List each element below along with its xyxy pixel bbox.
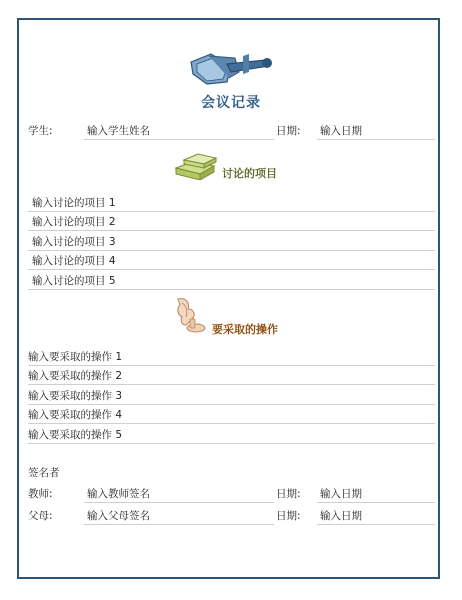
parent-date-underline <box>317 524 435 525</box>
action-rule-2 <box>28 384 435 385</box>
teacher-signature-underline <box>84 502 274 503</box>
action-rule-5 <box>28 443 435 444</box>
discussion-item-1[interactable]: 输入讨论的项目 1 <box>32 197 116 209</box>
books-and-pen-icon <box>187 48 277 86</box>
discussion-rule-2 <box>28 230 435 231</box>
discussion-title: 讨论的项目 <box>222 167 277 180</box>
teacher-date-label: 日期: <box>276 488 301 500</box>
discussion-rule-5 <box>28 289 435 290</box>
student-label: 学生: <box>28 125 53 137</box>
signers-heading: 签名者 <box>28 467 60 479</box>
actions-title: 要采取的操作 <box>212 323 278 336</box>
discussion-item-5[interactable]: 输入讨论的项目 5 <box>32 275 116 287</box>
action-item-5[interactable]: 输入要采取的操作 5 <box>28 429 123 441</box>
quill-pen-icon <box>172 295 210 335</box>
teacher-label: 教师: <box>28 488 53 500</box>
student-date-label: 日期: <box>276 125 301 137</box>
action-rule-4 <box>28 423 435 424</box>
action-item-1[interactable]: 输入要采取的操作 1 <box>28 351 123 363</box>
page-title: 会议记录 <box>201 95 261 111</box>
action-item-2[interactable]: 输入要采取的操作 2 <box>28 370 123 382</box>
student-name-underline <box>84 139 274 140</box>
discussion-item-2[interactable]: 输入讨论的项目 2 <box>32 216 116 228</box>
stacked-books-icon <box>174 150 220 180</box>
parent-date-label: 日期: <box>276 510 301 522</box>
action-rule-3 <box>28 404 435 405</box>
parent-label: 父母: <box>28 510 53 522</box>
discussion-rule-3 <box>28 250 435 251</box>
action-item-4[interactable]: 输入要采取的操作 4 <box>28 409 123 421</box>
teacher-date-field[interactable]: 输入日期 <box>320 488 362 500</box>
action-item-3[interactable]: 输入要采取的操作 3 <box>28 390 123 402</box>
discussion-rule-4 <box>28 269 435 270</box>
discussion-item-4[interactable]: 输入讨论的项目 4 <box>32 255 116 267</box>
parent-signature-underline <box>84 524 274 525</box>
teacher-date-underline <box>317 502 435 503</box>
parent-date-field[interactable]: 输入日期 <box>320 510 362 522</box>
discussion-rule-1 <box>28 211 435 212</box>
student-date-underline <box>317 139 435 140</box>
parent-signature-field[interactable]: 输入父母签名 <box>87 510 150 522</box>
student-date-field[interactable]: 输入日期 <box>320 125 362 137</box>
teacher-signature-field[interactable]: 输入教师签名 <box>87 488 150 500</box>
discussion-item-3[interactable]: 输入讨论的项目 3 <box>32 236 116 248</box>
action-rule-1 <box>28 365 435 366</box>
student-name-field[interactable]: 输入学生姓名 <box>87 125 150 137</box>
